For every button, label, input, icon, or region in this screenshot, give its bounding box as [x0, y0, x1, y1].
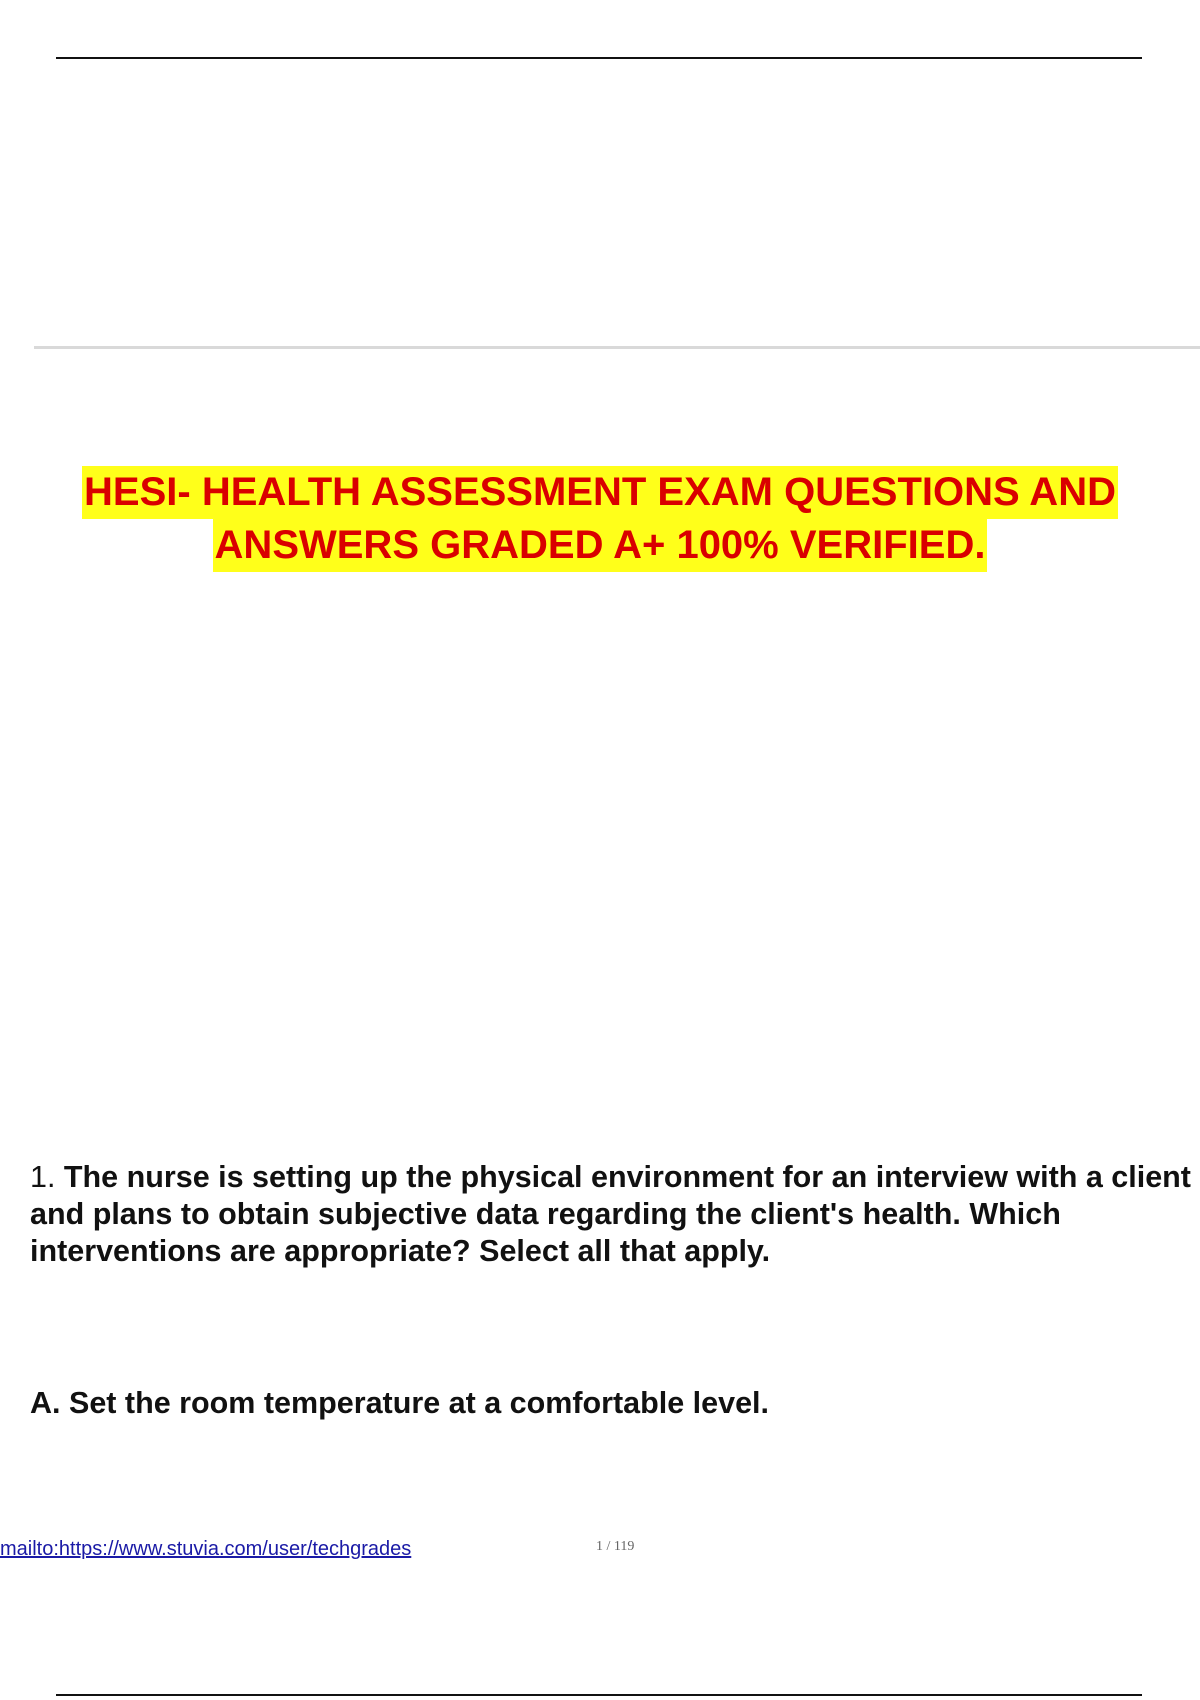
page-indicator: 1 / 119 — [596, 1539, 635, 1554]
option-text: Set the room temperature at a comfortable level. — [68, 1386, 769, 1420]
title-line-2: ANSWERS GRADED A+ 100% VERIFIED. — [213, 519, 988, 572]
question-number: 1. — [30, 1160, 56, 1194]
bottom-divider — [56, 1694, 1142, 1696]
document-title — [0, 466, 1200, 572]
question-text: The nurse is setting up the physical environment for an interview with a client and plans to obtain subjective data regarding the client's health. Which interventions are appropriate? Select all that apply. — [30, 1160, 1191, 1268]
title-line-1: HESI- HEALTH ASSESSMENT EXAM QUESTIONS AND — [82, 466, 1118, 519]
answer-option-a — [30, 1385, 1190, 1422]
top-divider — [56, 57, 1142, 59]
section-divider — [34, 346, 1200, 349]
question-1 — [30, 1159, 1198, 1270]
option-letter: A. — [30, 1386, 61, 1420]
footer-mailto-link[interactable]: mailto:https://www.stuvia.com/user/techgrades — [0, 1538, 412, 1560]
